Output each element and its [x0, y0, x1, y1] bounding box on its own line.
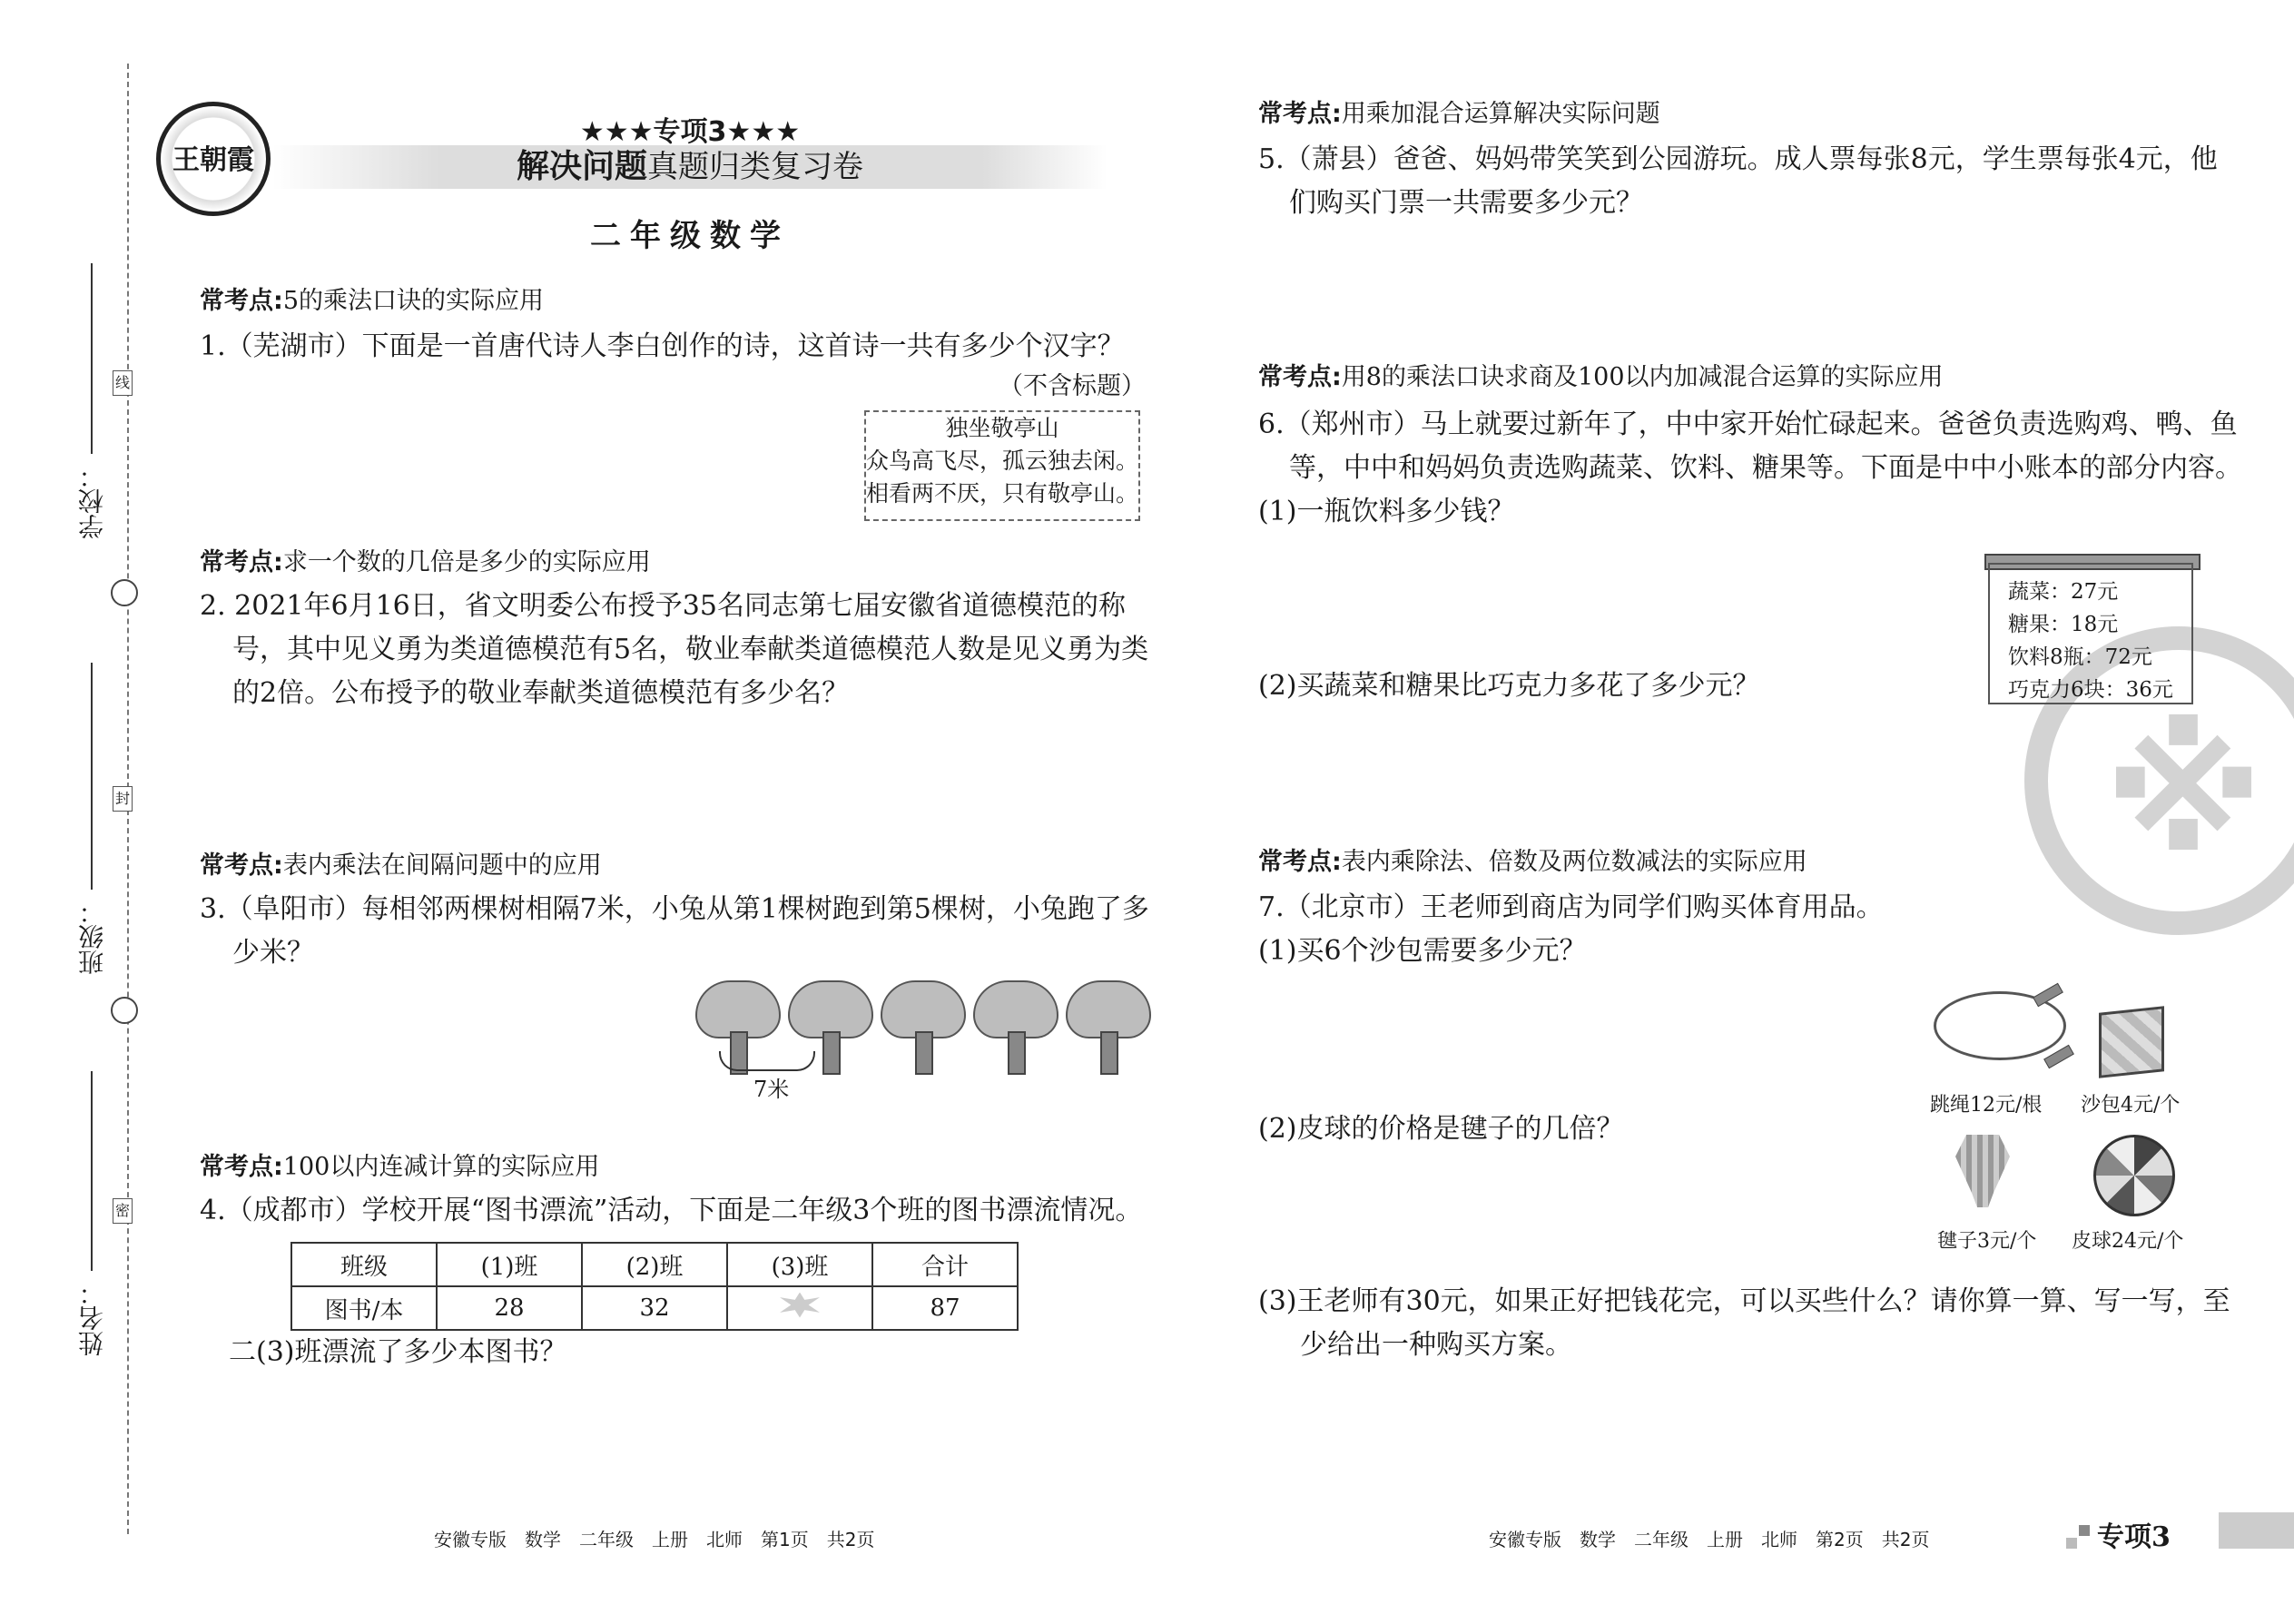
table-header-row [291, 1243, 1018, 1286]
key-point-label: 常考点: [1258, 100, 1342, 128]
table-cell: 87 [872, 1286, 1018, 1330]
class-underline [91, 663, 93, 890]
table-cell: 图书/本 [291, 1286, 437, 1330]
key-point-label: 常考点: [200, 548, 283, 576]
key-point-heading [200, 283, 544, 320]
question-2-line-1: 2. 2021年6月16日，省文明委公布授予35名同志第七届安徽省道德模范的称 [200, 590, 1126, 622]
question-7-sub-3-line-1: (3)王老师有30元，如果正好把钱花完，可以买些什么？请你算一算、写一写，至 [1258, 1285, 2230, 1317]
key-point-label: 常考点: [200, 287, 283, 315]
key-point-label: 常考点: [200, 1153, 283, 1181]
poem-line-2: 相看两不厌，只有敬亭山。 [866, 480, 1139, 507]
key-point-heading [200, 545, 651, 581]
poem-line-1: 众鸟高飞尽，孤云独去闲。 [866, 448, 1139, 474]
key-point-text: 用乘加混合运算解决实际问题 [1341, 100, 1660, 128]
question-5-line-2: 们购买门票一共需要多少元？ [1289, 187, 1643, 219]
publisher-logo [156, 102, 271, 216]
school-label: 学校： [77, 463, 107, 539]
binding-hole-icon [111, 997, 138, 1024]
tree-icon [1066, 980, 1147, 1071]
sandbag-price: 沙包4元/个 [2081, 1094, 2181, 1117]
question-6-sub-2: (2)买蔬菜和糖果比巧克力多花了多少元？ [1258, 670, 1760, 702]
ball-icon [2093, 1135, 2175, 1216]
table-header-cell: 合计 [872, 1243, 1018, 1286]
sandbag-icon [2099, 1006, 2164, 1078]
table-cell-hidden [727, 1286, 872, 1330]
footer-left: 安徽专版 数学 二年级 上册 北师 第1页 共2页 [434, 1529, 875, 1550]
school-underline [91, 263, 93, 454]
key-point-text: 表内乘法在间隔问题中的应用 [282, 851, 602, 880]
table-header-cell: 班级 [291, 1243, 437, 1286]
logo-text: 王朝霞 [172, 144, 254, 176]
question-7-sub-3-line-2: 少给出一种购买方案。 [1300, 1329, 1572, 1361]
class-label: 班级： [77, 899, 107, 975]
footer-right: 安徽专版 数学 二年级 上册 北师 第2页 共2页 [1489, 1529, 1930, 1550]
question-1-note: （不含标题） [999, 372, 1146, 400]
question-7-sub-1: (1)买6个沙包需要多少元？ [1258, 935, 1587, 967]
ledger-item: 蔬菜：27元 [2008, 580, 2119, 604]
subject-title: 二年级数学 [590, 218, 790, 254]
distance-brace [719, 1051, 815, 1071]
tree-icon [881, 980, 962, 1071]
title-rest: 真题归类复习卷 [647, 149, 863, 185]
key-point-text: 求一个数的几倍是多少的实际应用 [282, 548, 651, 576]
question-3-line-2: 少米？ [232, 937, 314, 969]
key-point-text: 5的乘法口诀的实际应用 [282, 287, 544, 315]
key-point-text: 用8的乘法口诀求商及100以内加减混合运算的实际应用 [1341, 363, 1944, 391]
seal-mark-tight: 密 [113, 1198, 133, 1224]
ink-splat-icon [780, 1293, 820, 1318]
key-point-label: 常考点: [200, 851, 283, 880]
page-title [272, 145, 1108, 189]
key-point-heading [1258, 844, 1807, 881]
seal-mark-seal: 封 [113, 786, 133, 812]
key-point-label: 常考点: [1258, 363, 1342, 391]
key-point-heading [1258, 96, 1660, 133]
name-underline [91, 1071, 93, 1271]
question-4-text: 4.（成都市）学校开展“图书漂流”活动，下面是二年级3个班的图书漂流情况。 [200, 1195, 1143, 1226]
table-header-cell: (2)班 [582, 1243, 727, 1286]
question-6-sub-1: (1)一瓶饮料多少钱？ [1258, 496, 1515, 527]
ledger-card [1988, 563, 2193, 704]
key-point-label: 常考点: [1258, 848, 1342, 876]
key-point-heading [1258, 359, 1944, 396]
key-point-text: 100以内连减计算的实际应用 [282, 1153, 600, 1181]
title-bold: 解决问题 [516, 148, 647, 185]
tag-decoration [2066, 1538, 2077, 1549]
question-1-text: 1.（芜湖市）下面是一首唐代诗人李白创作的诗，这首诗一共有多少个汉字？ [200, 330, 1125, 362]
question-7-text: 7.（北京市）王老师到商店为同学们购买体育用品。 [1258, 891, 1884, 923]
tag-decoration [2079, 1525, 2090, 1536]
poem-box [864, 410, 1140, 521]
series-label: ★★★专项3★★★ [579, 116, 801, 148]
book-drift-table [290, 1242, 1019, 1331]
ledger-item: 糖果：18元 [2008, 613, 2119, 636]
seal-mark-line: 线 [113, 370, 133, 396]
table-header-cell: (1)班 [437, 1243, 582, 1286]
binding-hole-icon [111, 579, 138, 606]
jump-rope-price: 跳绳12元/根 [1930, 1094, 2043, 1117]
question-3-line-1: 3.（阜阳市）每相邻两棵树相隔7米，小兔从第1棵树跑到第5棵树，小兔跑了多 [200, 893, 1149, 925]
shuttlecock-icon [1955, 1135, 2010, 1207]
name-label: 姓名： [77, 1280, 107, 1356]
distance-label: 7米 [753, 1077, 790, 1102]
shuttlecock-price: 毽子3元/个 [1937, 1230, 2037, 1253]
tag-box [2219, 1512, 2294, 1549]
question-4-question: 二(3)班漂流了多少本图书？ [229, 1336, 567, 1368]
question-7-sub-2: (2)皮球的价格是毽子的几倍？ [1258, 1113, 1624, 1145]
question-2-line-3: 的2倍。公布授予的敬业奉献类道德模范有多少名？ [232, 677, 850, 709]
ball-price: 皮球24元/个 [2072, 1230, 2184, 1253]
table-row [291, 1286, 1018, 1330]
question-6-line-2: 等，中中和妈妈负责选购蔬菜、饮料、糖果等。下面是中中小账本的部分内容。 [1289, 452, 2242, 484]
key-point-text: 表内乘除法、倍数及两位数减法的实际应用 [1341, 848, 1807, 876]
poem-title: 独坐敬亭山 [945, 415, 1059, 441]
question-5-line-1: 5.（萧县）爸爸、妈妈带笑笑到公园游玩。成人票每张8元，学生票每张4元，他 [1258, 143, 2218, 175]
key-point-heading [200, 848, 602, 884]
key-point-heading [200, 1149, 599, 1186]
tree-icon [973, 980, 1055, 1071]
ledger-item: 巧克力6块：36元 [2008, 678, 2173, 702]
table-cell: 28 [437, 1286, 582, 1330]
ledger-item: 饮料8瓶：72元 [2008, 645, 2152, 669]
table-cell: 32 [582, 1286, 727, 1330]
watermark-seal-glyph: ※ [2104, 699, 2263, 889]
series-tag: 专项3 [2097, 1521, 2171, 1553]
table-header-cell: (3)班 [727, 1243, 872, 1286]
question-2-line-2: 号，其中见义勇为类道德模范有5名，敬业奉献类道德模范人数是见义勇为类 [232, 634, 1149, 665]
question-6-line-1: 6.（郑州市）马上就要过新年了，中中家开始忙碌起来。爸爸负责选购鸡、鸭、鱼 [1258, 408, 2238, 440]
